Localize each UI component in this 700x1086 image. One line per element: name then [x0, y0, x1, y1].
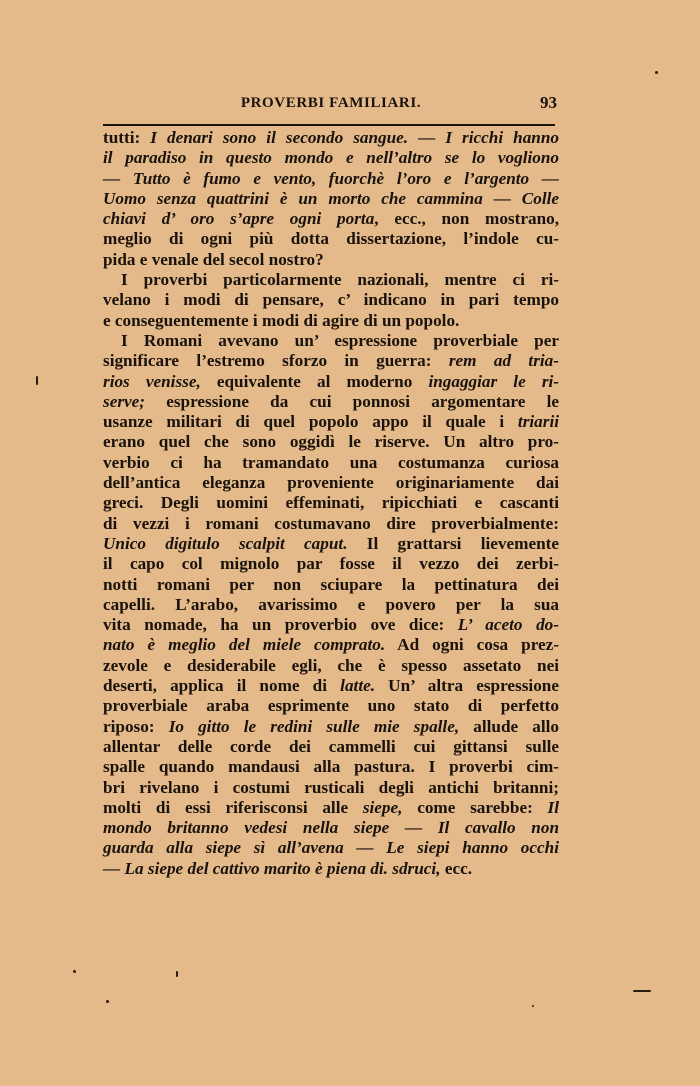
- text-line: [103, 838, 559, 858]
- header-rule: [103, 124, 555, 126]
- text-line: [103, 432, 559, 452]
- italic-run: Unico digitulo scalpit caput.: [103, 533, 348, 553]
- italic-run: Il: [547, 797, 560, 817]
- text-run: erano quel che sono oggidì le riserve. Un altro pro-: [103, 432, 559, 452]
- text-run: spalle quando mandausi alla pastura. I proverbi cim-: [103, 757, 559, 777]
- speck: [655, 71, 658, 74]
- text-run: Un’ altra espressione: [375, 676, 559, 696]
- text-line: [103, 798, 559, 818]
- text-run: Il grattarsi lievemente: [347, 533, 559, 553]
- italic-run: latte.: [340, 676, 376, 696]
- text-run: Ad ogni cosa prez-: [385, 635, 559, 655]
- text-run: usanze militari di quel popolo appo il quale i: [103, 412, 518, 432]
- text-run: molti di essi riferisconsi alle: [103, 797, 363, 817]
- italic-run: Io gitto le redini sulle mie spalle,: [168, 716, 460, 736]
- text-line: [103, 189, 559, 209]
- text-line: [103, 412, 559, 432]
- text-line: [103, 392, 559, 412]
- italic-run: Uomo senza quattrini è un morto che cammina — Colle: [103, 188, 559, 208]
- text-line: [103, 575, 559, 595]
- speck: [36, 376, 38, 385]
- text-run: espressione da cui ponnosi argomentare le: [145, 391, 559, 411]
- italic-run: chiavi d’ oro s’apre ogni porta: [103, 209, 375, 229]
- text-line: [103, 595, 559, 615]
- text-line: [103, 290, 559, 310]
- text-line: [103, 372, 559, 392]
- text-run: e conseguentemente i modi di agire di un popolo.: [103, 310, 460, 330]
- text-run: come sarebbe:: [402, 797, 548, 817]
- text-run: equivalente al moderno: [200, 371, 429, 391]
- text-run: vita nomade, ha un proverbio ove dice:: [103, 615, 458, 635]
- text-line: [103, 717, 559, 737]
- text-line: [103, 534, 559, 554]
- text-run: verbio ci ha tramandato una costumanza curiosa: [103, 452, 559, 472]
- text-run: allentar delle corde dei cammelli cui gittansi sulle: [103, 736, 559, 756]
- text-line: [103, 250, 559, 270]
- text-run: capelli. L’arabo, avarissimo e povero per la sua: [103, 594, 559, 614]
- text-run: meglio di ogni più dotta dissertazione, l’indole cu-: [103, 229, 559, 249]
- text-run: significare l’estremo sforzo in guerra:: [103, 351, 449, 371]
- text-run: zevole e desiderabile egli, che è spesso assetato nei: [103, 655, 559, 675]
- text-run: proverbiale araba esprimente uno stato di perfetto: [103, 696, 559, 716]
- body-text: [103, 128, 559, 879]
- italic-run: I denari sono il secondo sangue. — I ricchi hanno: [150, 128, 560, 147]
- text-run: I proverbi particolarmente nazionali, mentre ci ri-: [121, 270, 559, 290]
- text-line: [103, 148, 559, 168]
- text-run: tutti:: [103, 128, 151, 147]
- speck: [106, 1000, 109, 1003]
- text-line: [103, 778, 559, 798]
- text-run: greci. Degli uomini effeminati, ripicchiati e cascanti: [103, 493, 559, 513]
- text-line: [103, 229, 559, 249]
- page-header: [103, 95, 559, 117]
- text-line: [103, 473, 559, 493]
- text-line: [103, 311, 559, 331]
- text-line: [103, 169, 559, 189]
- italic-run: rem ad tria-: [448, 351, 559, 371]
- text-run: il capo col mignolo par fosse il vezzo dei zerbi-: [103, 554, 559, 574]
- text-line: [103, 514, 559, 534]
- italic-run: nato è meglio del miele comprato.: [103, 635, 386, 655]
- text-line: [103, 554, 559, 574]
- text-run: notti romani per non sciupare la pettinatura dei: [103, 574, 559, 594]
- italic-run: L’ aceto do-: [457, 615, 559, 635]
- italic-run: rios venisse,: [103, 371, 201, 391]
- text-line: [103, 818, 559, 838]
- italic-run: ingaggiar le ri-: [428, 371, 560, 391]
- text-line: [103, 209, 559, 229]
- speck: [176, 971, 178, 977]
- speck: [73, 970, 76, 973]
- text-line: [103, 859, 559, 879]
- italic-run: siepe,: [362, 797, 403, 817]
- text-line: [103, 635, 559, 655]
- text-line: [103, 351, 559, 371]
- text-line: [103, 696, 559, 716]
- text-run: velano i modi di pensare, c’ indicano in pari tempo: [103, 290, 559, 310]
- speck: [633, 990, 651, 992]
- text-run: deserti, applica il nome di: [103, 676, 341, 696]
- text-run: riposo:: [103, 716, 169, 736]
- text-line: [103, 493, 559, 513]
- italic-run: mondo britanno vedesi nella siepe — Il cavallo non: [103, 818, 559, 838]
- running-title: PROVERBI FAMILIARI.: [240, 95, 422, 111]
- italic-run: triarii: [517, 412, 559, 432]
- italic-run: serve;: [103, 391, 145, 411]
- italic-run: — Tutto è fumo e vento, fuorchè l’oro e l’argento —: [103, 168, 559, 188]
- text-run: di vezzi i romani costumavano dire proverbialmente:: [103, 513, 559, 533]
- text-line: [103, 453, 559, 473]
- text-run: allude allo: [459, 716, 559, 736]
- speck: [532, 1005, 534, 1007]
- text-run: ecc.: [440, 858, 472, 878]
- text-line: [103, 128, 559, 148]
- text-run: , ecc., non mostrano,: [374, 209, 560, 229]
- italic-run: il paradiso in questo mondo e nell’altro se lo vogliono: [103, 148, 559, 168]
- text-line: [103, 656, 559, 676]
- italic-run: — La siepe del cattivo marito è piena di. sdruci,: [103, 858, 441, 878]
- text-line: [103, 331, 559, 351]
- italic-run: guarda alla siepe sì all’avena — Le siepi hanno occhi: [103, 838, 559, 858]
- text-run: bri rivelano i costumi rusticali degli antichi britanni;: [103, 777, 559, 797]
- page-number: 93: [540, 93, 557, 112]
- text-run: I Romani avevano un’ espressione proverbiale per: [121, 330, 559, 350]
- text-line: [103, 757, 559, 777]
- text-line: [103, 270, 559, 290]
- text-line: [103, 737, 559, 757]
- text-run: dell’antica eleganza proveniente originariamente dai: [103, 473, 559, 493]
- text-line: [103, 615, 559, 635]
- text-line: [103, 676, 559, 696]
- text-run: pida e venale del secol nostro?: [103, 249, 324, 269]
